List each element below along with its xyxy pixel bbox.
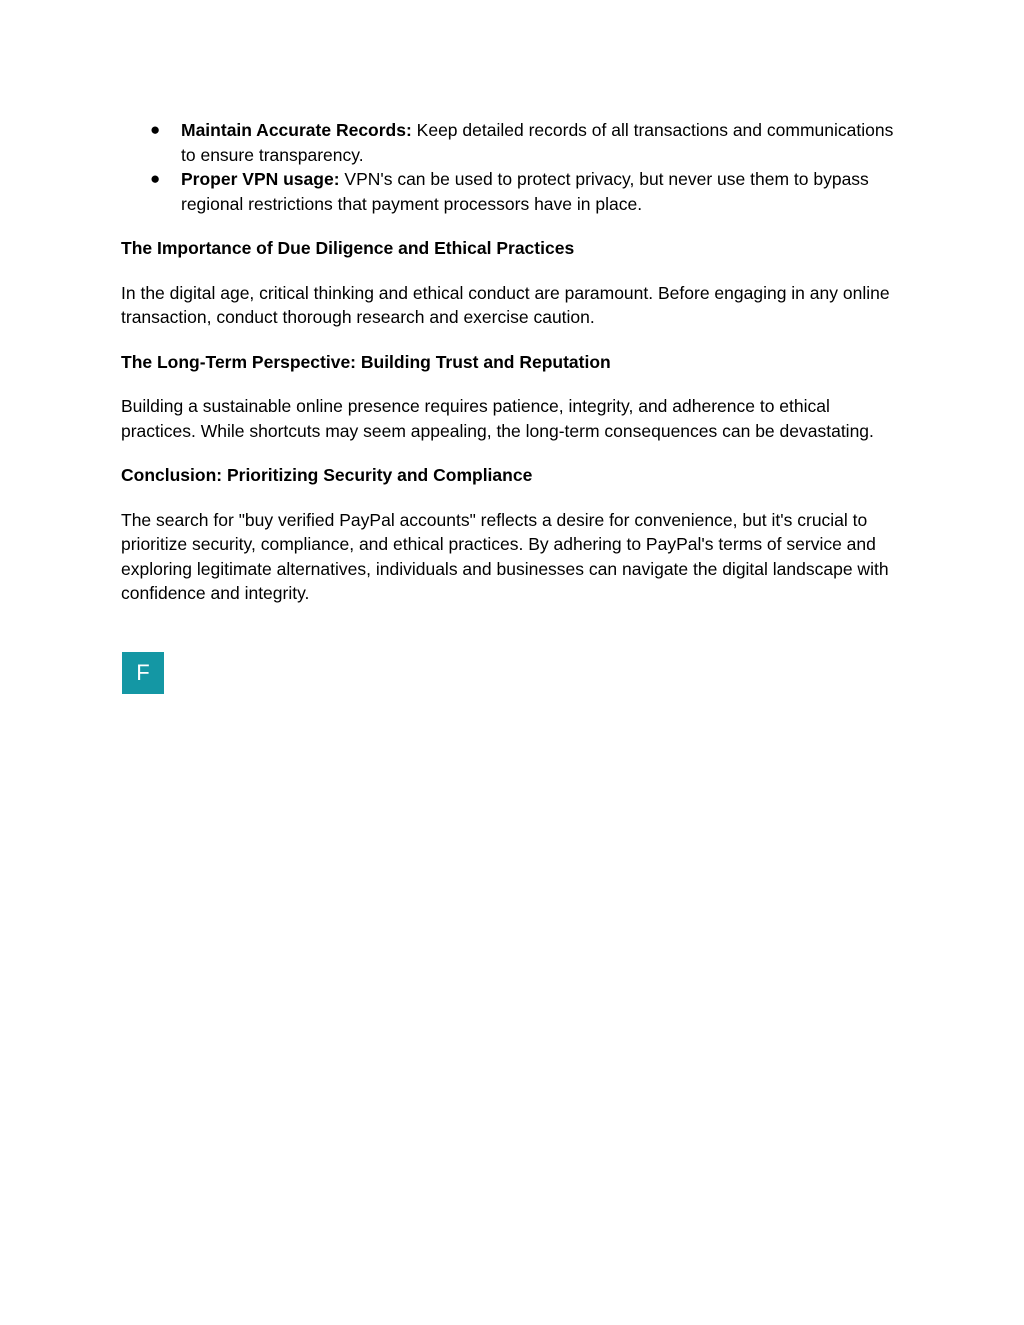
list-item bbox=[121, 118, 906, 167]
list-item bbox=[121, 167, 906, 216]
bullet-text: Keep detailed records of all transactions and communications to ensure transparency. bbox=[181, 120, 894, 165]
bullet-icon: ● bbox=[150, 169, 161, 188]
bullet-title: Proper VPN usage: bbox=[181, 169, 340, 189]
bullet-text: VPN's can be used to protect privacy, but never use them to bypass regional restrictions that payment processors have in place. bbox=[181, 169, 869, 214]
section-heading-due-diligence: The Importance of Due Diligence and Ethical Practices bbox=[121, 238, 575, 258]
section-body-long-term: Building a sustainable online presence requires patience, integrity, and adherence to ethical practices. While shortcuts may seem appealing, the long-term consequences can be devastating. bbox=[121, 396, 874, 441]
section-heading-long-term: The Long-Term Perspective: Building Trust and Reputation bbox=[121, 351, 611, 372]
bullet-list bbox=[121, 118, 906, 216]
letter-badge-icon: F bbox=[122, 652, 164, 694]
section-body-due-diligence: In the digital age, critical thinking and ethical conduct are paramount. Before engaging in any online transaction, conduct thorough research and exercise caution. bbox=[121, 282, 890, 327]
bullet-icon: ● bbox=[150, 120, 161, 139]
bullet-title: Maintain Accurate Records: bbox=[181, 120, 412, 140]
section-heading-conclusion: Conclusion: Prioritizing Security and Compliance bbox=[121, 465, 533, 485]
section-body-conclusion: The search for "buy verified PayPal accounts" reflects a desire for convenience, but it's crucial to prioritize security, compliance, and ethical practices. By adhering to PayPal's terms of service and exploring legitimate alternatives, individuals and businesses can navigate the digital landscape with confidence and integrity. bbox=[121, 509, 889, 603]
document-page bbox=[121, 118, 906, 606]
